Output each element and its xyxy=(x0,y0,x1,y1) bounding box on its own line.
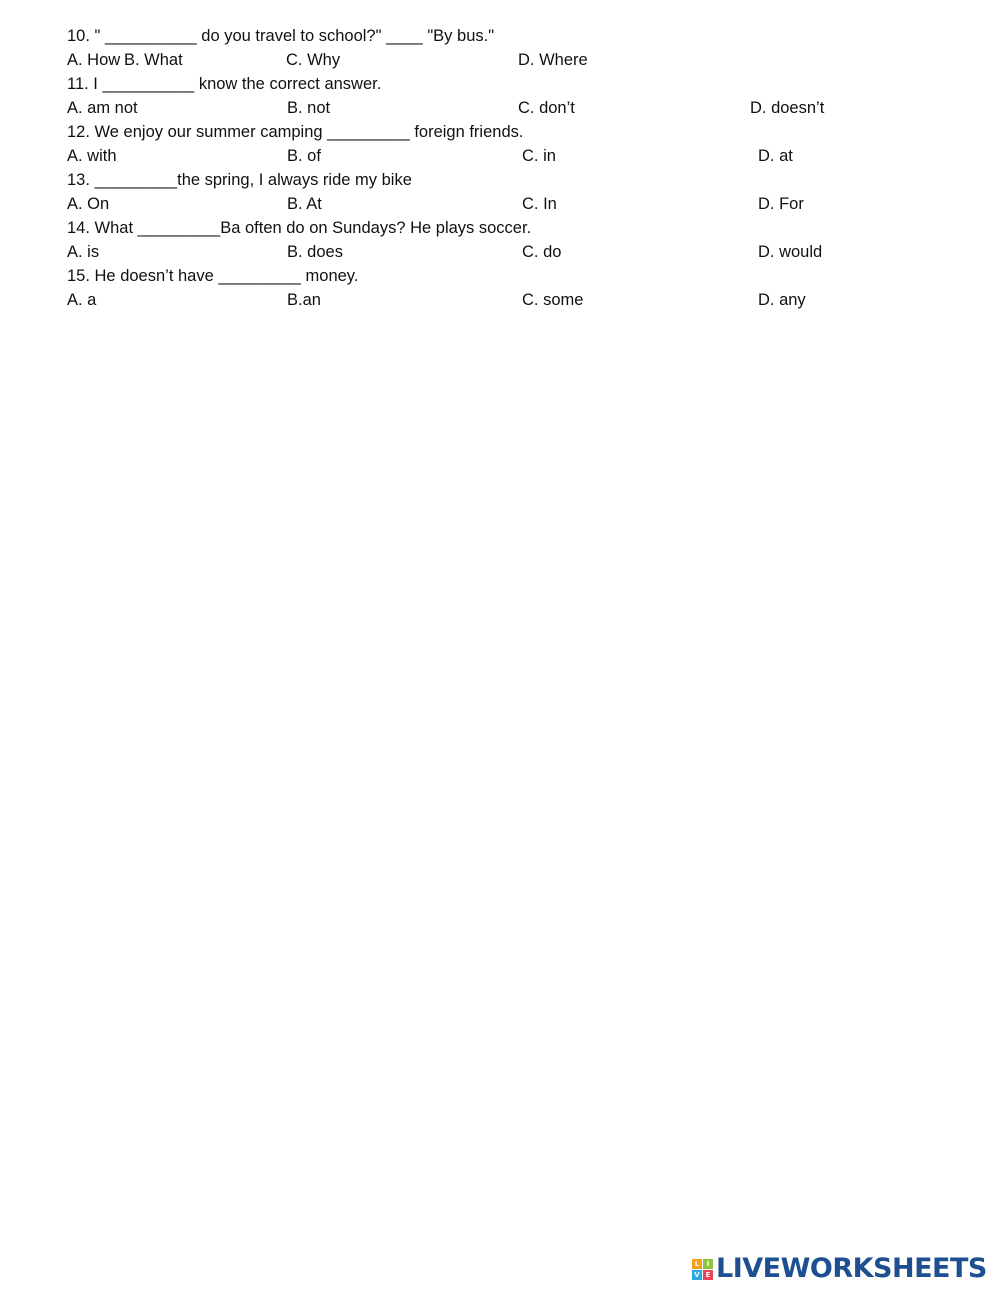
brand-wordmark: LIVEWORKSHEETS xyxy=(716,1253,987,1284)
option-d[interactable]: D. would xyxy=(758,243,823,261)
question-stem-15 xyxy=(67,264,967,288)
option-d[interactable]: D. For xyxy=(758,195,804,213)
question-text: 14. What _________Ba often do on Sundays? He plays soccer. xyxy=(67,219,532,237)
question-stem-11 xyxy=(67,72,967,96)
options-row-10 xyxy=(67,48,967,72)
option-c[interactable]: C. Why xyxy=(286,51,341,69)
option-a[interactable]: A. with xyxy=(67,147,117,165)
option-b[interactable]: B. not xyxy=(287,99,331,117)
worksheet xyxy=(67,24,967,312)
liveworksheets-brand xyxy=(692,1254,987,1284)
logo-cell-i: I xyxy=(703,1259,713,1269)
option-c[interactable]: C. In xyxy=(522,195,557,213)
question-text: 12. We enjoy our summer camping _________ foreign friends. xyxy=(67,123,524,141)
question-text: 15. He doesn’t have _________ money. xyxy=(67,267,359,285)
question-stem-10 xyxy=(67,24,967,48)
options-row-15 xyxy=(67,288,967,312)
option-a[interactable]: A. a xyxy=(67,291,97,309)
question-stem-14 xyxy=(67,216,967,240)
option-b[interactable]: B. At xyxy=(287,195,322,213)
option-c[interactable]: C. some xyxy=(522,291,584,309)
option-c[interactable]: C. don’t xyxy=(518,99,575,117)
option-b[interactable]: B. What xyxy=(124,51,183,69)
option-c[interactable]: C. in xyxy=(522,147,556,165)
question-stem-12 xyxy=(67,120,967,144)
option-d[interactable]: D. Where xyxy=(518,51,588,69)
liveworksheets-logo-icon xyxy=(692,1259,713,1280)
option-d[interactable]: D. doesn’t xyxy=(750,99,825,117)
option-b[interactable]: B. of xyxy=(287,147,321,165)
question-text: 13. _________the spring, I always ride my bike xyxy=(67,171,412,189)
question-stem-13 xyxy=(67,168,967,192)
options-row-11 xyxy=(67,96,967,120)
option-a[interactable]: A. am not xyxy=(67,99,138,117)
question-text: 10. " __________ do you travel to school?" ____ "By bus." xyxy=(67,27,495,45)
logo-cell-e: E xyxy=(703,1270,713,1280)
logo-cell-l: L xyxy=(692,1259,702,1269)
question-text: 11. I __________ know the correct answer. xyxy=(67,75,382,93)
options-row-13 xyxy=(67,192,967,216)
options-row-14 xyxy=(67,240,967,264)
option-b[interactable]: B. does xyxy=(287,243,343,261)
option-a[interactable]: A. is xyxy=(67,243,100,261)
option-a[interactable]: A. How xyxy=(67,51,121,69)
option-b[interactable]: B.an xyxy=(287,291,321,309)
option-d[interactable]: D. at xyxy=(758,147,793,165)
options-row-12 xyxy=(67,144,967,168)
option-c[interactable]: C. do xyxy=(522,243,562,261)
option-a[interactable]: A. On xyxy=(67,195,110,213)
option-d[interactable]: D. any xyxy=(758,291,806,309)
logo-cell-v: V xyxy=(692,1270,702,1280)
